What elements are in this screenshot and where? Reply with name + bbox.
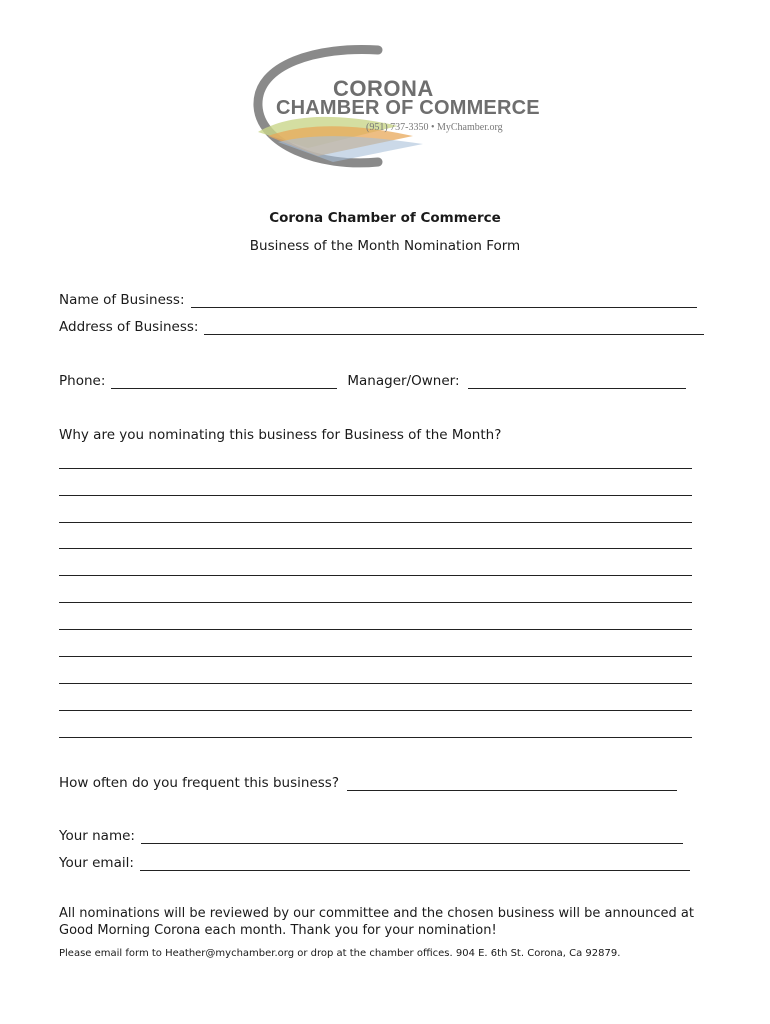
your-name-row (59, 828, 683, 844)
answer-line[interactable] (59, 495, 692, 496)
business-name-field[interactable] (191, 293, 697, 308)
answer-line[interactable] (59, 629, 692, 630)
your-name-label: Your name: (59, 828, 135, 844)
phone-field[interactable] (111, 374, 337, 389)
answer-line[interactable] (59, 575, 692, 576)
answer-line[interactable] (59, 548, 692, 549)
manager-label: Manager/Owner: (347, 373, 460, 389)
your-email-label: Your email: (59, 855, 134, 871)
reason-question-row (59, 427, 501, 443)
answer-line[interactable] (59, 683, 692, 684)
reason-question: Why are you nominating this business for Business of the Month? (59, 427, 502, 443)
manager-field[interactable] (468, 374, 686, 389)
answer-line[interactable] (59, 656, 692, 657)
business-name-label: Name of Business: (59, 292, 185, 308)
answer-line[interactable] (59, 602, 692, 603)
page-title: Corona Chamber of Commerce (269, 210, 501, 226)
frequency-question: How often do you frequent this business? (59, 775, 339, 791)
business-address-row (59, 319, 704, 335)
answer-line[interactable] (59, 468, 692, 469)
phone-manager-row (59, 373, 686, 389)
logo-line-1: CORONA (333, 76, 434, 101)
closing-text: All nominations will be reviewed by our committee and the chosen business will be announced at Good Morning Corona each month. Thank you for your nomination! (59, 906, 694, 938)
business-name-row (59, 292, 697, 308)
your-name-field[interactable] (141, 829, 683, 844)
phone-label: Phone: (59, 373, 106, 389)
logo-line-3: (951) 737-3350 • MyChamber.org (366, 122, 503, 133)
logo-line-2: CHAMBER OF COMMERCE (276, 97, 540, 119)
your-email-field[interactable] (140, 856, 690, 871)
answer-line[interactable] (59, 737, 692, 738)
business-address-label: Address of Business: (59, 319, 199, 335)
chamber-logo (248, 44, 540, 168)
page-subtitle: Business of the Month Nomination Form (249, 238, 521, 254)
frequency-row (59, 775, 677, 791)
business-address-field[interactable] (204, 320, 704, 335)
frequency-field[interactable] (347, 776, 677, 791)
footer-instructions: Please email form to Heather@mychamber.org or drop at the chamber offices. 904 E. 6th St. Corona, Ca 92879. (59, 948, 621, 959)
your-email-row (59, 855, 690, 871)
answer-line[interactable] (59, 710, 692, 711)
answer-line[interactable] (59, 522, 692, 523)
